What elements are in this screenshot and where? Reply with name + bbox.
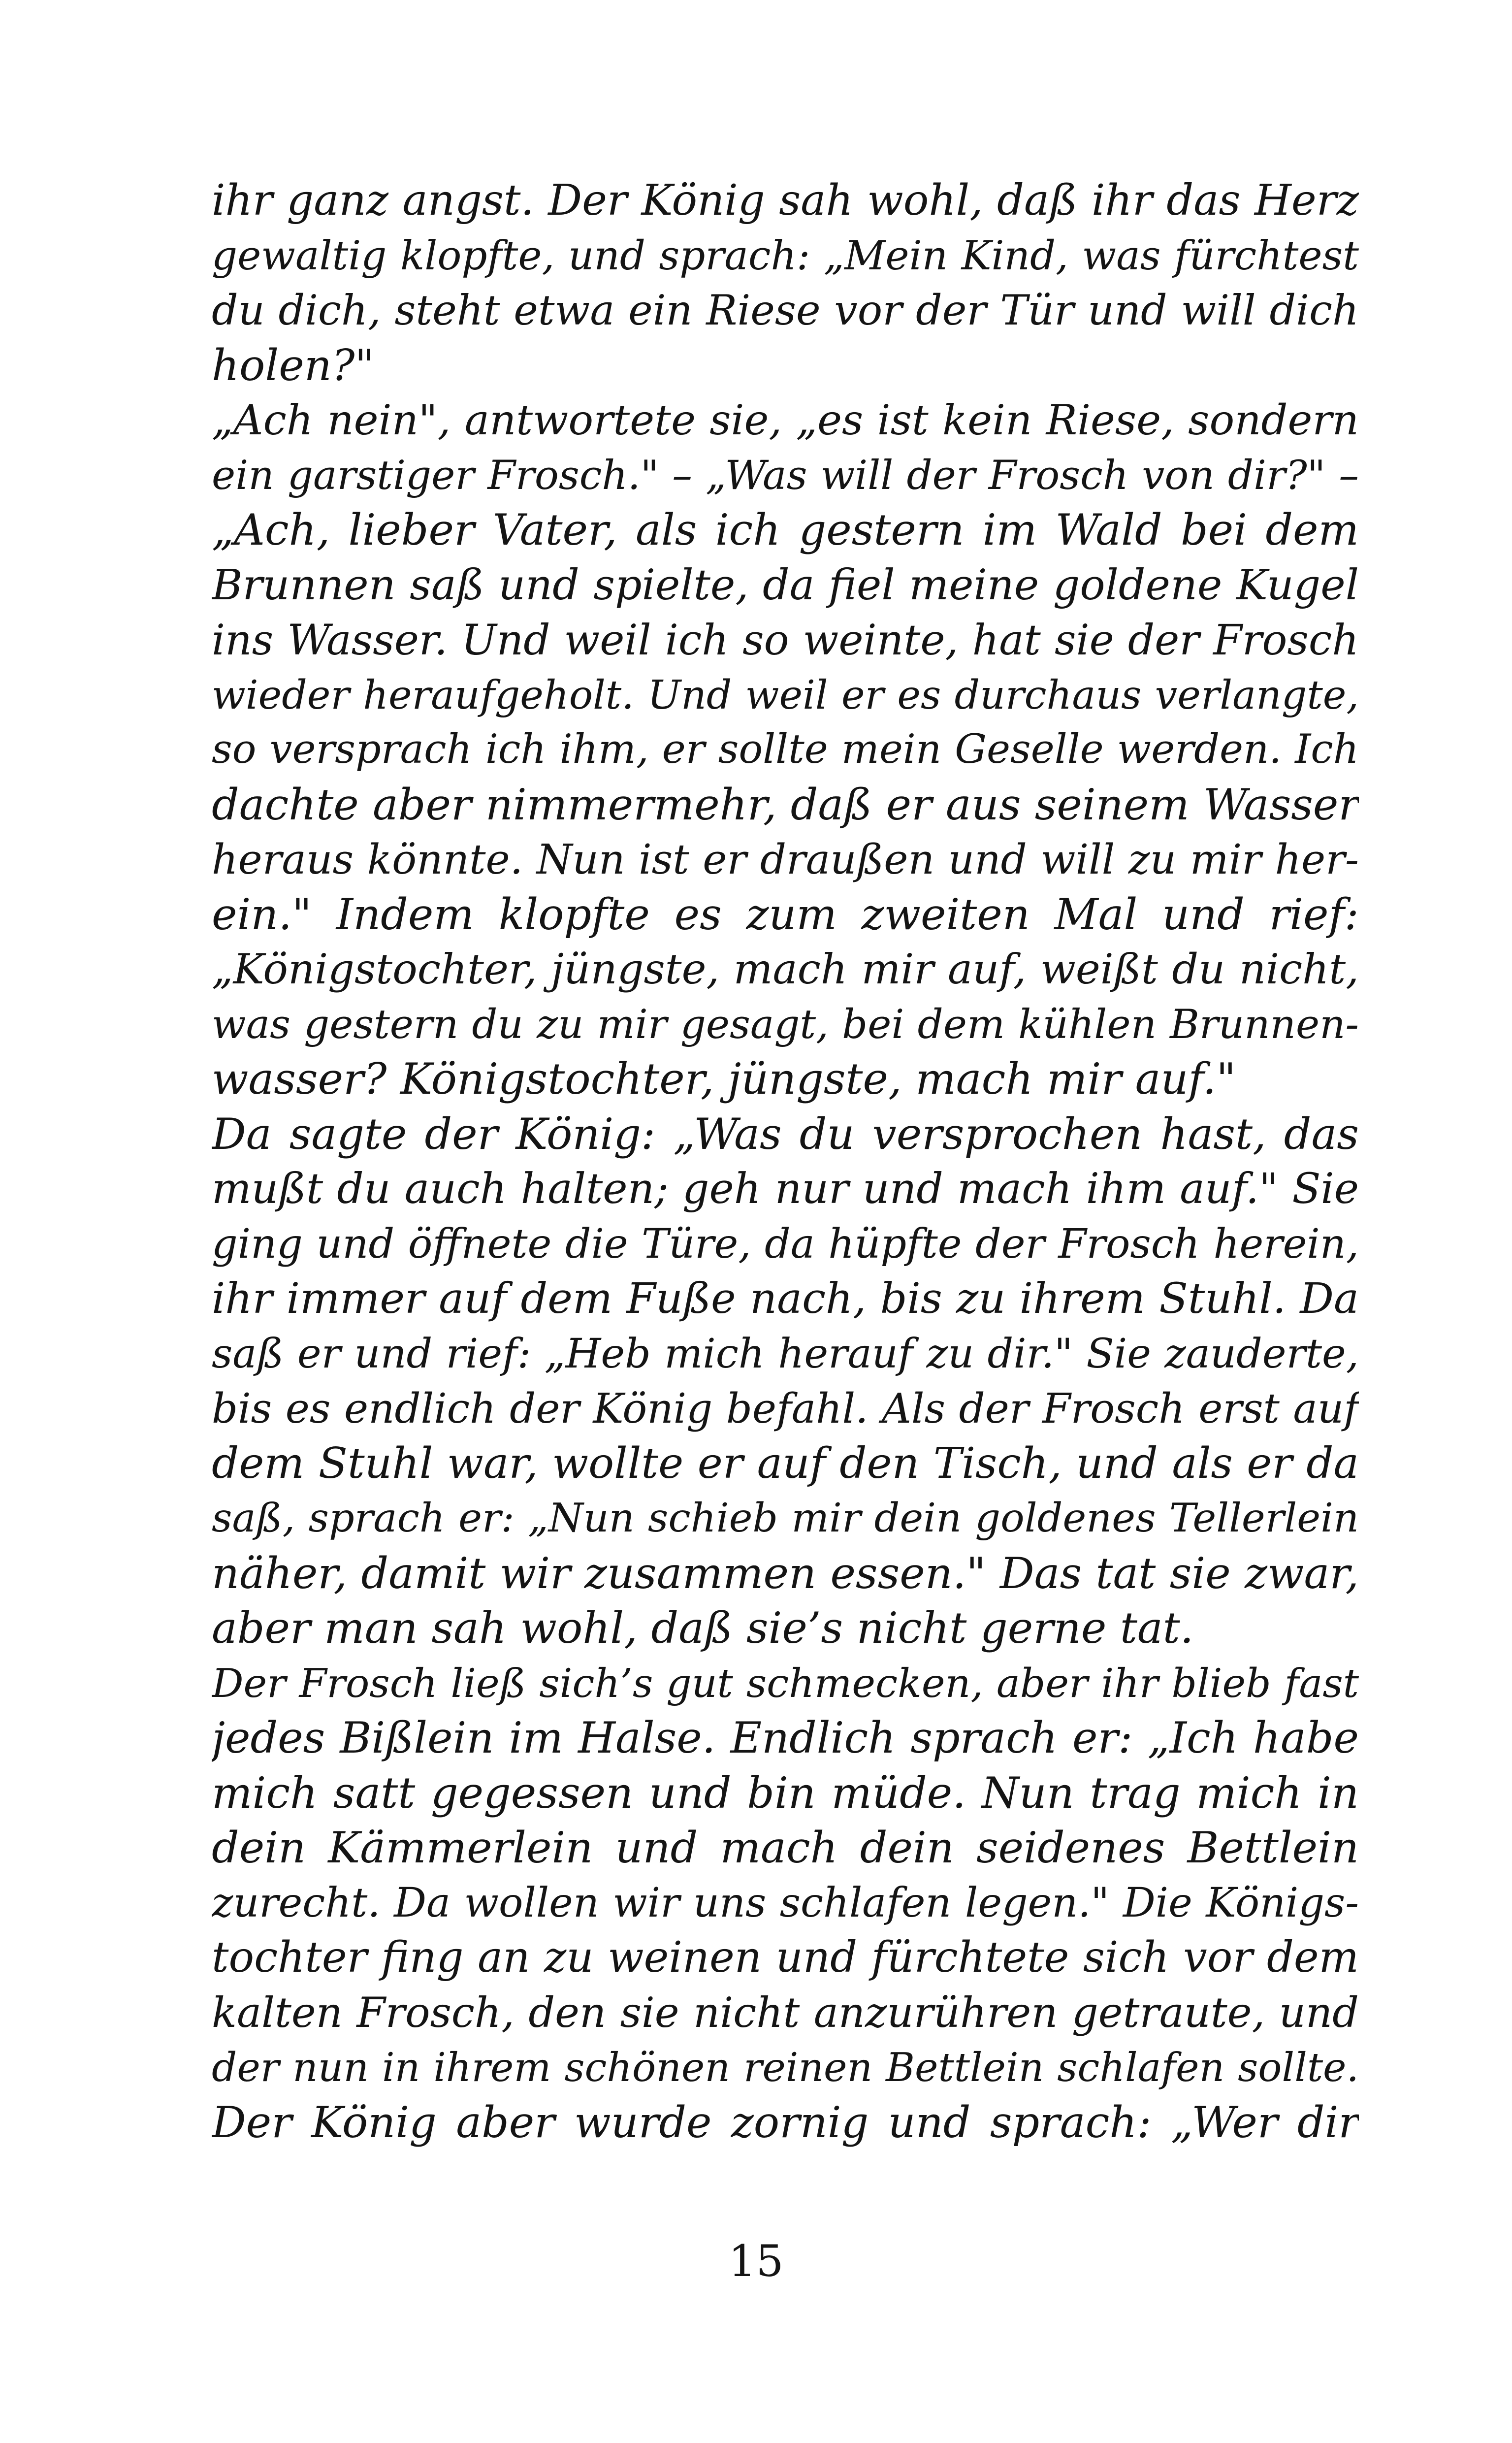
page-number: 15 xyxy=(728,2236,784,2286)
text-line: „Königstochter, jüngste, mach mir auf, weißt du nicht, xyxy=(212,945,1359,993)
text-line: Der König aber wurde zornig und sprach: „Wer dir xyxy=(212,2097,1359,2148)
text-line: bis es endlich der König befahl. Als der Frosch erst auf xyxy=(212,1385,1359,1433)
text-line: holen?" xyxy=(212,340,375,391)
text-line: wieder heraufgeholt. Und weil er es durchaus verlangte, xyxy=(212,671,1359,718)
text-line: dem Stuhl war, wollte er auf den Tisch, und als er da xyxy=(212,1438,1359,1488)
body-text xyxy=(212,173,1359,2150)
text-line: Brunnen saß und spielte, da fiel meine goldene Kugel xyxy=(212,560,1359,610)
text-line: gewaltig klopfte, und sprach: „Mein Kind, was fürchtest xyxy=(212,232,1359,279)
text-line: mußt du auch halten; geh nur und mach ihm auf." Sie xyxy=(212,1165,1359,1213)
text-line: „Ach nein", antwortete sie, „es ist kein Riese, sondern xyxy=(212,396,1359,444)
text-line: Der Frosch ließ sich’s gut schmecken, aber ihr blieb fast xyxy=(212,1660,1359,1706)
text-line: heraus könnte. Nun ist er draußen und will zu mir her- xyxy=(212,836,1359,883)
text-line: was gestern du zu mir gesagt, bei dem kühlen Brunnen- xyxy=(212,1001,1359,1048)
text-line: ihr immer auf dem Fuße nach, bis zu ihrem Stuhl. Da xyxy=(212,1274,1359,1323)
text-line: ein garstiger Frosch." – „Was will der Frosch von dir?" – xyxy=(212,452,1359,499)
text-line: ihr ganz angst. Der König sah wohl, daß ihr das Herz xyxy=(212,176,1359,225)
text-line: wasser? Königstochter, jüngste, mach mir auf." xyxy=(212,1054,1236,1104)
text-line: kalten Frosch, den sie nicht anzurühren getraute, und xyxy=(212,1988,1359,2037)
text-line: ging und öffnete die Türe, da hüpfte der Frosch herein, xyxy=(212,1220,1359,1268)
text-line: zurecht. Da wollen wir uns schlafen legen." Die Königs- xyxy=(212,1879,1359,1926)
text-line: dein Kämmerlein und mach dein seidenes Bettlein xyxy=(212,1823,1359,1873)
text-line: so versprach ich ihm, er sollte mein Geselle werden. Ich xyxy=(212,726,1359,773)
text-line: jedes Bißlein im Halse. Endlich sprach er: „Ich habe xyxy=(212,1713,1359,1763)
text-line: aber man sah wohl, daß sie’s nicht gerne tat. xyxy=(212,1603,1194,1653)
text-line: Da sagte der König: „Was du versprochen hast, das xyxy=(212,1108,1359,1159)
text-line: du dich, steht etwa ein Riese vor der Tür und will dich xyxy=(212,286,1359,334)
text-line: der nun in ihrem schönen reinen Bettlein schlafen sollte. xyxy=(212,2045,1359,2090)
text-line: mich satt gegessen und bin müde. Nun trag mich in xyxy=(212,1767,1359,1818)
text-line: ein." Indem klopfte es zum zweiten Mal und rief: xyxy=(212,889,1359,940)
text-line: dachte aber nimmermehr, daß er aus seinem Wasser xyxy=(212,779,1359,830)
text-line: tochter fing an zu weinen und fürchtete sich vor dem xyxy=(212,1933,1359,1982)
text-line: saß er und rief: „Heb mich herauf zu dir." Sie zauderte, xyxy=(212,1330,1359,1377)
text-line: ins Wasser. Und weil ich so weinte, hat sie der Frosch xyxy=(212,616,1359,664)
text-line: „Ach, lieber Vater, als ich gestern im Wald bei dem xyxy=(212,505,1359,555)
text-line: näher, damit wir zusammen essen." Das tat sie zwar, xyxy=(212,1548,1359,1598)
text-line: saß, sprach er: „Nun schieb mir dein goldenes Tellerlein xyxy=(212,1495,1359,1541)
